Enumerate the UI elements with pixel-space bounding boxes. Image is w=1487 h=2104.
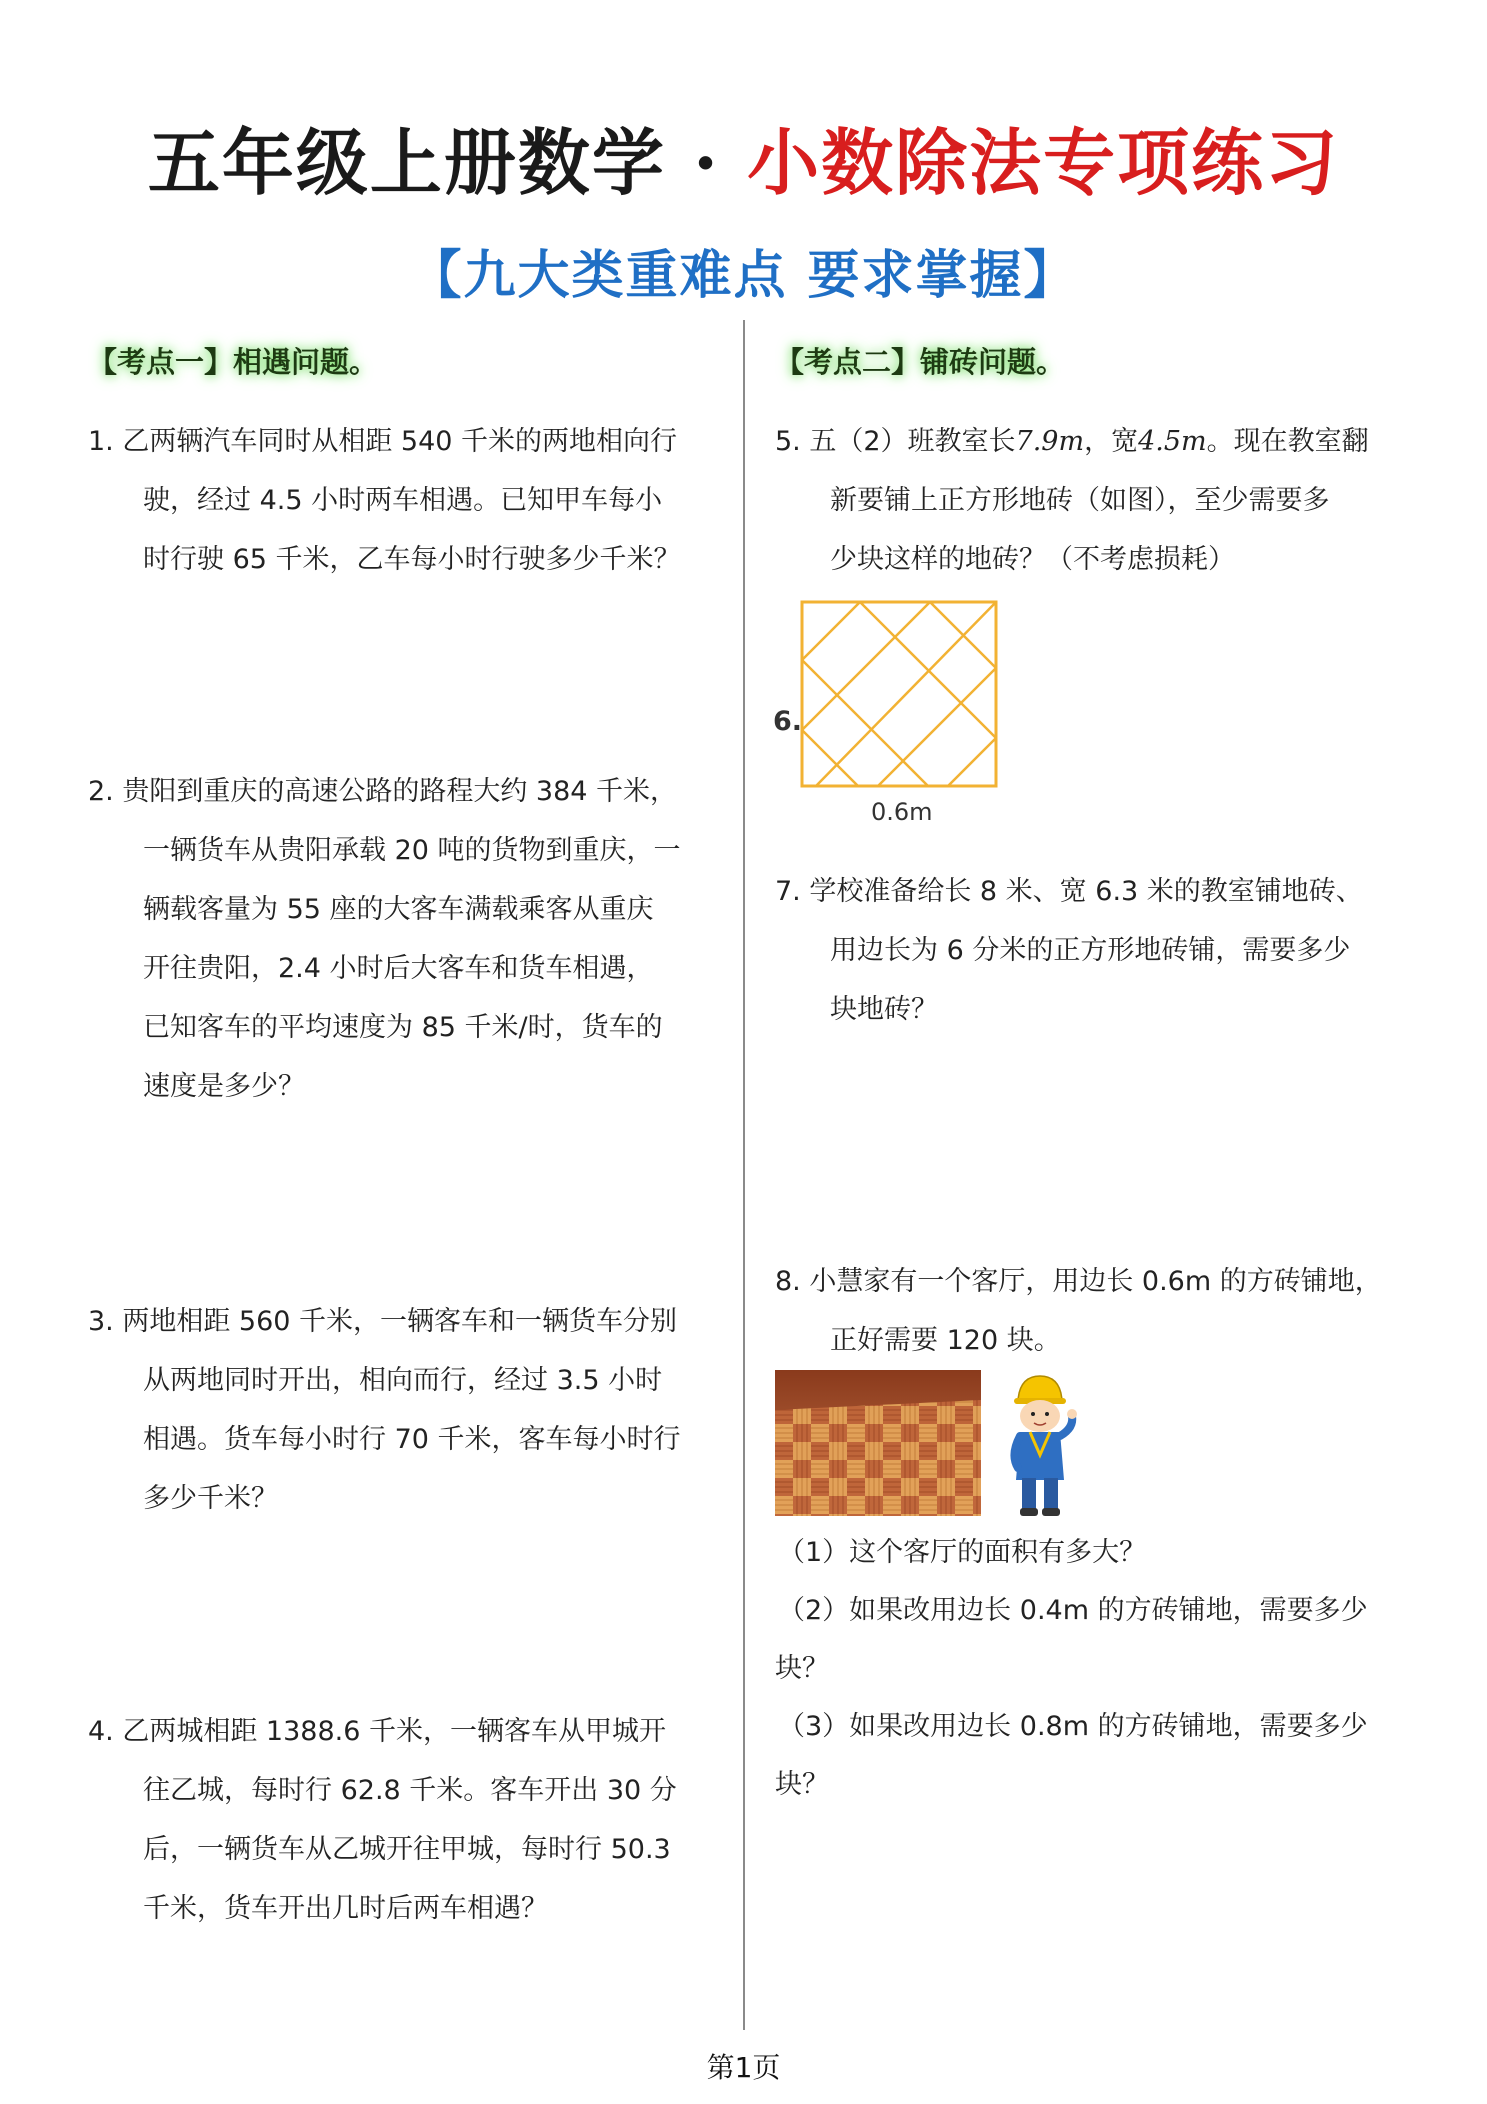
question-line: 2. 贵阳到重庆的高速公路的路程大约 384 千米， <box>88 776 678 807</box>
question-line: 用边长为 6 分米的正方形地砖铺，需要多少 <box>830 935 1351 966</box>
question-line: 已知客车的平均速度为 85 千米/时，货车的 <box>143 1012 663 1043</box>
q5-text-c: 。现在教室翻 <box>1206 426 1369 457</box>
question-7 <box>775 862 1363 1039</box>
question-line: 正好需要 120 块。 <box>830 1325 1061 1356</box>
question-8-sub-3: （3）如果改用边长 0.8m 的方砖铺地，需要多少 <box>778 1711 1368 1742</box>
q5-length: 7.9m <box>1015 426 1085 457</box>
question-8-sub-3-cont: 块？ <box>775 1769 829 1800</box>
question-line: 3. 两地相距 560 千米，一辆客车和一辆货车分别 <box>88 1306 678 1337</box>
tile-dimension-label: 0.6m <box>871 798 933 826</box>
question-line: 千米，货车开出几时后两车相遇？ <box>143 1893 548 1924</box>
question-2 <box>88 762 681 1116</box>
question-line: 从两地同时开出，相向而行，经过 3.5 小时 <box>143 1365 663 1396</box>
question-line: 辆载客量为 55 座的大客车满载乘客从重庆 <box>143 894 654 925</box>
question-line: 7. 学校准备给长 8 米、宽 6.3 米的教室铺地砖、 <box>775 876 1363 907</box>
page-title <box>0 105 1487 209</box>
page-number: 第1页 <box>706 2051 781 2084</box>
q5-width: 4.5m <box>1138 426 1207 457</box>
question-line: 1. 乙两辆汽车同时从相距 540 千米的两地相向行 <box>88 426 678 457</box>
q5-text-a: 5. 五（2）班教室长 <box>775 426 1016 457</box>
question-line: 开往贵阳，2.4 小时后大客车和货车相遇， <box>143 953 654 984</box>
question-8-sub-2: （2）如果改用边长 0.4m 的方砖铺地，需要多少 <box>778 1595 1368 1626</box>
question-line: 往乙城，每时行 62.8 千米。客车开出 30 分 <box>143 1775 677 1806</box>
question-8-sub-1: （1）这个客厅的面积有多大？ <box>778 1537 1147 1568</box>
question-8 <box>775 1252 1382 1370</box>
worker-cartoon-image <box>1000 1370 1080 1520</box>
question-line: 驶，经过 4.5 小时两车相遇。已知甲车每小 <box>143 485 663 516</box>
question-line: 8. 小慧家有一个客厅，用边长 0.6m 的方砖铺地， <box>775 1266 1382 1297</box>
question-4 <box>88 1702 677 1938</box>
title-topic: 小数除法专项练习 <box>747 120 1340 205</box>
question-line: 速度是多少？ <box>143 1071 305 1102</box>
question-line: 新要铺上正方形地砖（如图），至少需要多 <box>830 485 1330 516</box>
question-line: 多少千米？ <box>143 1483 278 1514</box>
question-line: 时行驶 65 千米，乙车每小时行驶多少千米？ <box>143 544 681 575</box>
question-line: 块地砖？ <box>830 994 938 1025</box>
title-grade: 五年级上册数学 · <box>147 120 748 205</box>
question-line: 后，一辆货车从乙城开往甲城，每时行 50.3 <box>143 1834 671 1865</box>
question-6-label: 6. <box>773 706 803 737</box>
question-line: 少块这样的地砖？（不考虑损耗） <box>830 544 1235 575</box>
question-line <box>775 412 1369 471</box>
question-line: 相遇。货车每小时行 70 千米，客车每小时行 <box>143 1424 681 1455</box>
q5-text-b: ，宽 <box>1084 426 1139 457</box>
question-line: 一辆货车从贵阳承载 20 吨的货物到重庆，一 <box>143 835 681 866</box>
floor-tiles-image <box>775 1370 981 1516</box>
question-5 <box>775 412 1369 589</box>
question-1 <box>88 412 681 589</box>
page-subtitle: 【九大类重难点 要求掌握】 <box>409 245 1078 306</box>
question-3 <box>88 1292 681 1528</box>
section-title-right: 【考点二】铺砖问题。 <box>775 345 1066 379</box>
section-title-left: 【考点一】相遇问题。 <box>88 345 379 379</box>
column-divider <box>743 320 745 2030</box>
tile-pattern-figure <box>800 600 1000 790</box>
question-8-sub-2-cont: 块？ <box>775 1653 829 1684</box>
question-line: 4. 乙两城相距 1388.6 千米，一辆客车从甲城开 <box>88 1716 666 1747</box>
